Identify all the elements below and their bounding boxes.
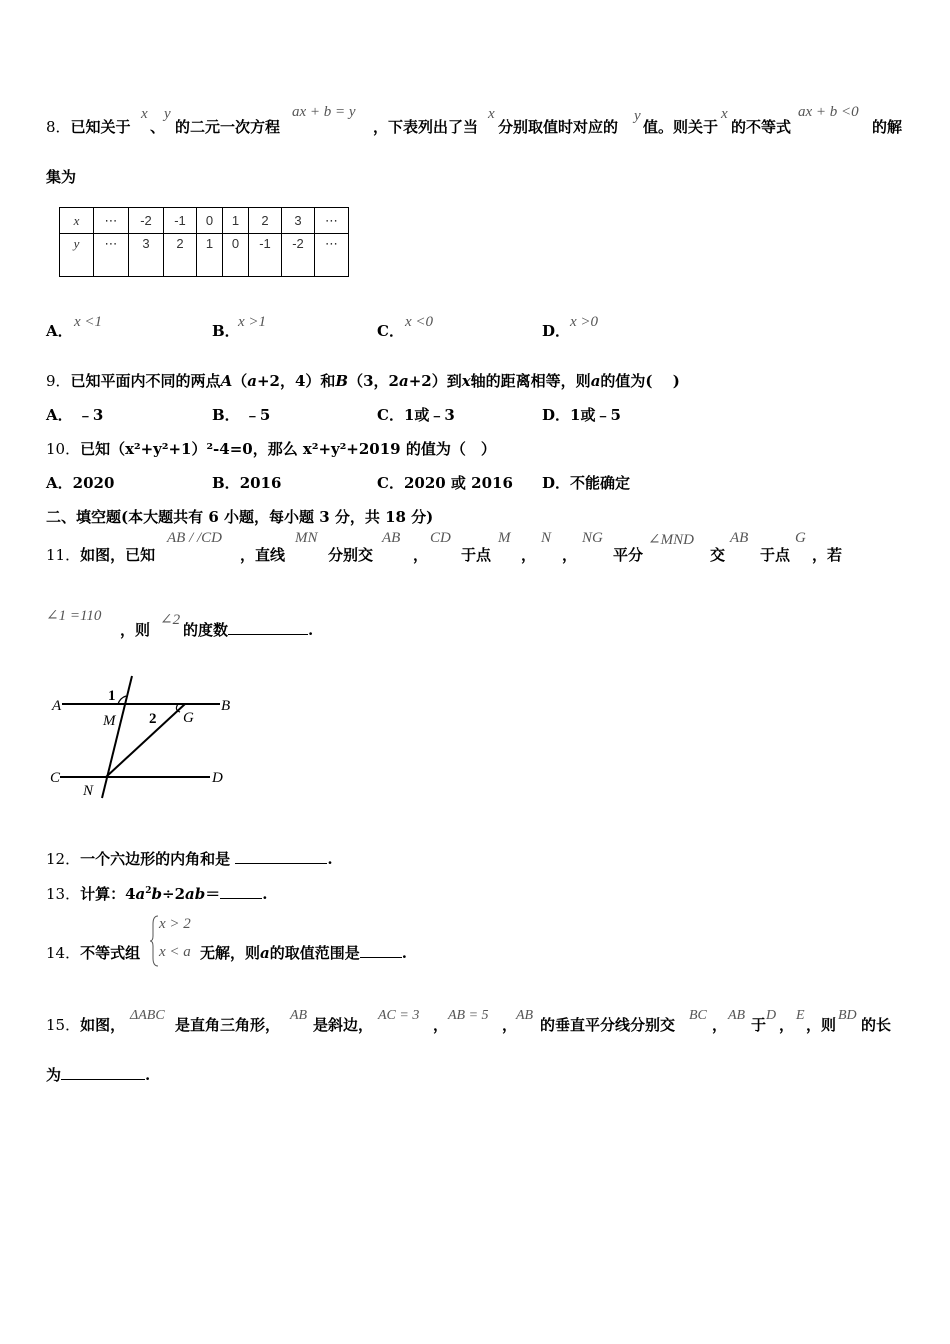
q13-period: . [262, 885, 268, 903]
table-cell: 2 [164, 234, 197, 277]
q8-option-math: x <1 [74, 314, 103, 330]
table-cell: 3 [282, 208, 315, 234]
q11-text: ，则 [120, 621, 151, 639]
table-cell: -1 [164, 208, 197, 234]
q11-math: G [795, 530, 806, 546]
q8-option-math: x >1 [238, 314, 267, 330]
q11-math: M [498, 530, 511, 546]
answer-blank[interactable] [228, 620, 308, 635]
q11-math: CD [430, 530, 451, 546]
q9-option-label: C． [377, 406, 404, 424]
q8-math-inequality: ax + b <0 [798, 104, 859, 120]
q12-number: 12． [46, 850, 81, 868]
q11-text: ， [562, 546, 578, 564]
q9-option-text: 1或﹣3 [403, 406, 455, 424]
q9-text: （ [232, 372, 248, 390]
q8-text: 的二元一次方程 [175, 118, 281, 136]
table-cell: 3 [129, 234, 164, 277]
q10-option [46, 472, 114, 493]
q11-math: N [541, 530, 552, 546]
q10-option-label: A． [46, 474, 73, 492]
q14-text: 无解，则 [200, 944, 261, 962]
q9-option [46, 404, 103, 425]
table-cell: ⋯ [315, 234, 349, 277]
q15-math: AB [728, 1008, 746, 1023]
q15-text: 的长 [861, 1016, 892, 1034]
q8-math-equation: ax + b = y [292, 104, 356, 120]
table-row [60, 234, 349, 277]
q14-var: a [260, 944, 270, 962]
q11-text: 交 [710, 546, 726, 564]
label-g: G [183, 710, 194, 726]
q11-text-part: 的度数 [183, 621, 229, 639]
q11-text: ， [413, 546, 429, 564]
q9-option-text: 1或﹣5 [570, 406, 621, 424]
label-a: A [52, 698, 62, 714]
q15-text: 的垂直平分线分别交 [540, 1016, 676, 1034]
q14-text: 不等式组 [80, 944, 141, 962]
q15-text: 是斜边， [313, 1016, 374, 1034]
q9-var: a [398, 372, 409, 390]
q13-text: ＝ [205, 885, 221, 903]
q15-period: . [145, 1066, 151, 1084]
q8-text: 的解 [872, 118, 903, 136]
q8-option-label: B． [212, 322, 240, 340]
q15-text: 于 [751, 1016, 767, 1034]
q10-option [212, 472, 281, 493]
table-cell: ⋯ [94, 234, 129, 277]
q15-math: AB [516, 1008, 534, 1023]
q11-math: ∠MND [648, 532, 694, 548]
q9-option-text: ﹣3 [77, 406, 104, 424]
q14-question [200, 942, 407, 963]
q15-math: D [766, 1008, 777, 1023]
q15-math: ΔABC [130, 1008, 165, 1023]
q11-math: ∠1 =110 [46, 608, 102, 624]
answer-blank[interactable] [61, 1065, 145, 1080]
label-d: D [212, 770, 223, 786]
table-cell: 1 [223, 208, 249, 234]
q15-math: BD [838, 1008, 857, 1023]
q10-option-text: 2020 [72, 474, 115, 492]
q11-math: NG [582, 530, 603, 546]
q12-question [46, 848, 333, 869]
q11-text: 平分 [613, 546, 644, 564]
q8-math-y: y [164, 106, 171, 122]
q11-text: 分别交 [328, 546, 374, 564]
q9-text: 已知平面内不同的两点 [70, 372, 221, 390]
q15-question-end [46, 1064, 150, 1085]
q10-option-text: 不能确定 [570, 474, 631, 492]
q8-text: 的不等式 [731, 118, 792, 136]
q12-text: 一个六边形的内角和是 [80, 850, 231, 868]
label-c: C [50, 770, 61, 786]
q8-option-label: C． [377, 322, 404, 340]
q11-text [46, 544, 155, 565]
q11-text-part: 如图，已知 [80, 546, 156, 564]
q8-math-x: x [141, 106, 148, 122]
inequality-line: x < a [159, 944, 191, 960]
line-ng [106, 704, 185, 777]
q8-option-math: x <0 [405, 314, 434, 330]
table-cell: 0 [223, 234, 249, 277]
q8-option-math: x >0 [570, 314, 599, 330]
answer-blank[interactable] [360, 943, 402, 958]
q13-exponent: 2 [145, 886, 152, 896]
q8-number: 8． [46, 118, 71, 136]
q15-text: ， [502, 1016, 518, 1034]
q11-text: ，若 [812, 546, 843, 564]
table-cell: -1 [249, 234, 282, 277]
q9-option-label: A． [46, 406, 73, 424]
q13-text: 计算：4 [80, 885, 136, 903]
q14-text: 的取值范围是 [269, 944, 360, 962]
q8-text: 值。则关于 [643, 118, 719, 136]
q10-option-label: C． [377, 474, 404, 492]
q10-option-text: 2020 或 2016 [403, 474, 513, 492]
table-cell: 0 [197, 208, 223, 234]
q12-period: . [327, 850, 333, 868]
q15-math: AB [290, 1008, 308, 1023]
q11-math: MN [295, 530, 318, 546]
label-n: N [83, 783, 94, 799]
value-table [59, 207, 349, 277]
table-cell: y [60, 234, 94, 277]
table-cell: -2 [129, 208, 164, 234]
q9-point-b: B [335, 372, 349, 390]
q9-text: 的值为( ) [600, 372, 680, 390]
q13-text: ÷2 [162, 885, 186, 903]
q15-text [46, 1014, 125, 1035]
q10-option-label: B． [212, 474, 240, 492]
q8-math-x: x [488, 106, 495, 122]
section-heading: 二、填空题(本大题共有 6 小题，每小题 3 分，共 18 分) [46, 508, 434, 526]
q8-option-label: D． [542, 322, 571, 340]
q13-var: b [151, 885, 163, 903]
q8-text: 、 [150, 118, 166, 136]
q8-math-y: y [634, 108, 641, 124]
table-cell: ⋯ [94, 208, 129, 234]
label-m: M [103, 713, 116, 729]
q9-option [542, 404, 621, 425]
geometry-figure [40, 670, 240, 805]
q9-option [377, 404, 455, 425]
q15-number: 15． [46, 1016, 81, 1034]
q10-option [542, 472, 630, 493]
q15-text: ，则 [806, 1016, 837, 1034]
q13-var: a [135, 885, 146, 903]
q9-option-label: D． [542, 406, 571, 424]
q11-math: AB / /CD [167, 530, 222, 546]
label-angle-1: 1 [108, 688, 116, 704]
q10-question [46, 438, 496, 459]
q11-text: ， [521, 546, 537, 564]
q15-text: ， [779, 1016, 795, 1034]
q15-text: ， [712, 1016, 728, 1034]
q8-option-label: A． [46, 322, 73, 340]
q11-number: 11． [46, 546, 81, 564]
q9-number: 9． [46, 372, 71, 390]
q11-math: AB [730, 530, 749, 546]
q9-question [46, 370, 680, 391]
q11-text: ，直线 [240, 546, 286, 564]
q11-text: 于点 [461, 546, 492, 564]
q8-text: ，下表列出了当 [373, 118, 479, 136]
q10-option-text: 2016 [239, 474, 282, 492]
q13-question [46, 883, 268, 904]
q11-text: 于点 [760, 546, 791, 564]
q8-text: 集为 [46, 168, 77, 186]
answer-blank[interactable] [220, 884, 262, 899]
q8-math-x: x [721, 106, 728, 122]
label-angle-2: 2 [149, 711, 157, 727]
inequality-line: x > 2 [159, 916, 191, 932]
table-cell: 1 [197, 234, 223, 277]
q8-text: 分别取值时对应的 [498, 118, 619, 136]
q10-option-label: D． [542, 474, 571, 492]
q8-text: 已知关于 [70, 118, 131, 136]
q15-text-part: 如图， [80, 1016, 126, 1034]
q11-period: . [308, 621, 314, 639]
q9-point-a: A [220, 372, 233, 390]
q10-number: 10． [46, 440, 81, 458]
q9-text: 轴的距离相等，则 [470, 372, 591, 390]
q15-text: 为 [46, 1066, 62, 1084]
q8-line1 [46, 116, 131, 137]
table-row [60, 208, 349, 234]
q14-period: . [401, 944, 407, 962]
q9-option-text: ﹣5 [244, 406, 271, 424]
q9-var: x [461, 372, 471, 390]
table-cell: ⋯ [315, 208, 349, 234]
q9-text: （3，2 [348, 372, 399, 390]
q9-text: +2）到 [408, 372, 462, 390]
q15-math: AC = 3 [378, 1008, 420, 1023]
q10-text: 已知（x²+y²+1）²-4=0，那么 x²+y²+2019 的值为（ ） [80, 440, 496, 458]
table-cell: -2 [282, 234, 315, 277]
q15-math: BC [689, 1008, 707, 1023]
q15-math: AB = 5 [448, 1008, 489, 1023]
q9-var: a [590, 372, 601, 390]
q9-text: +2，4）和 [256, 372, 336, 390]
table-cell: x [60, 208, 94, 234]
q11-text [183, 619, 313, 640]
q9-option-label: B． [212, 406, 240, 424]
q15-math: E [796, 1008, 805, 1023]
answer-blank[interactable] [235, 849, 327, 864]
q9-option [212, 404, 270, 425]
q13-var: ab [185, 885, 206, 903]
label-b: B [221, 698, 231, 714]
q15-text: ， [433, 1016, 449, 1034]
q10-option [377, 472, 513, 493]
table-cell: 2 [249, 208, 282, 234]
q14-number: 14． [46, 944, 81, 962]
line-mn [102, 676, 132, 798]
q11-math: ∠2 [160, 612, 181, 628]
q9-var: a [247, 372, 257, 390]
q11-math: AB [382, 530, 401, 546]
q15-text: 是直角三角形， [175, 1016, 281, 1034]
q13-number: 13． [46, 885, 81, 903]
q14-question [46, 942, 140, 963]
